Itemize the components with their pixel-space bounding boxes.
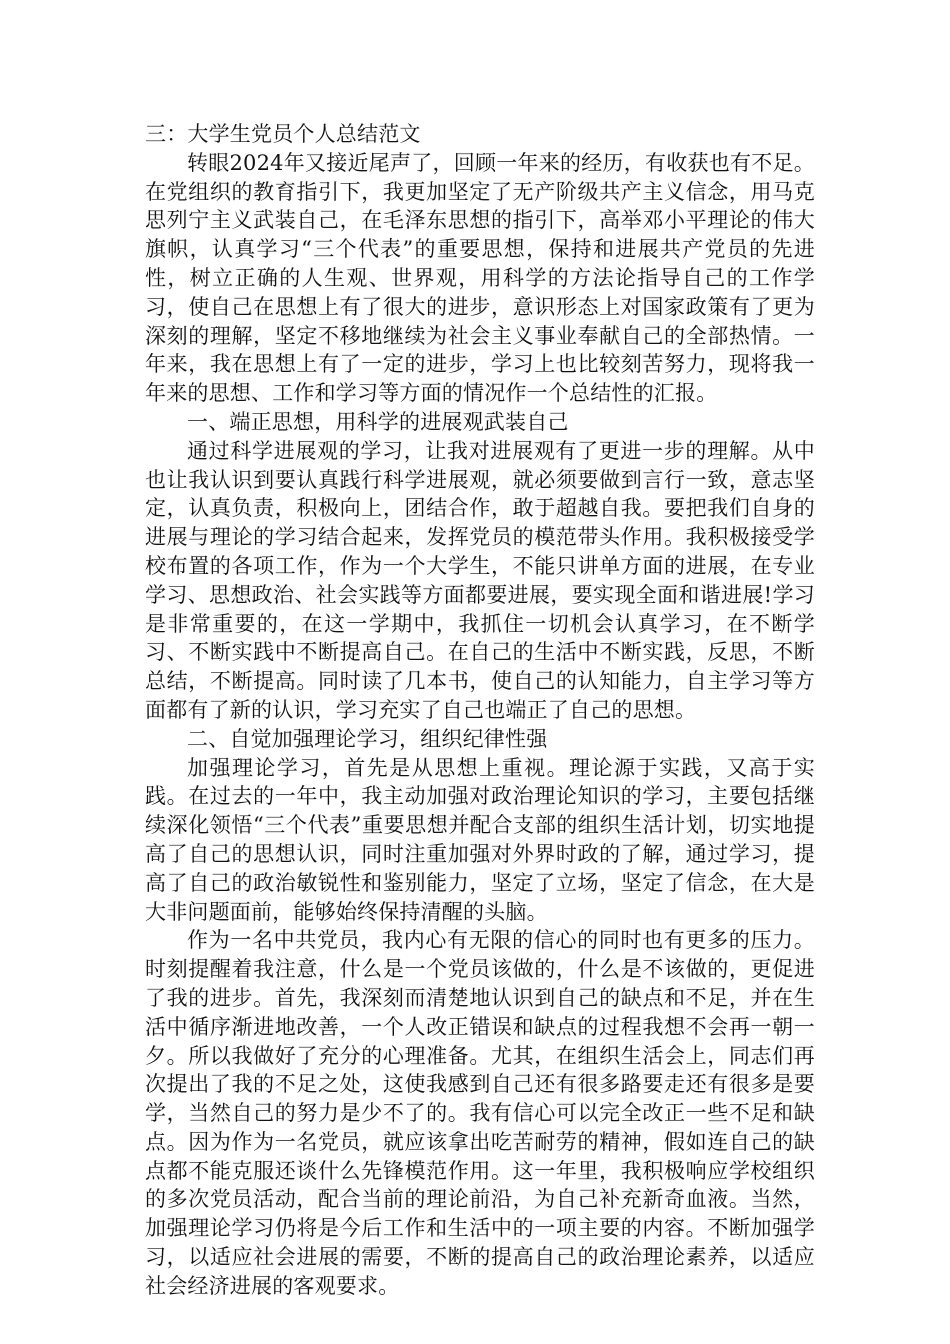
- body-paragraph-section-2b: 作为一名中共党员，我内心有无限的信心的同时也有更多的压力。时刻提醒着我注意，什么是一个党员该做的，什么是不该做的，更促进了我的进步。首先，我深刻而清楚地认识到自己的缺点和不足，并在生活中循序渐进地改善，一个人改正错误和缺点的过程我想不会再一朝一夕。所以我做好了充分的心理准备。尤其，在组织生活会上，同志们再次提出了我的不足之处，这使我感到自己还有很多路要走还有很多是要学，当然自己的努力是少不了的。我有信心可以完全改正一些不足和缺点。因为作为一名党员，就应该拿出吃苦耐劳的精神，假如连自己的缺点都不能克服还谈什么先锋模范作用。这一年里，我积极响应学校组织的多次党员活动，配合当前的理论前沿，为自己补充新奇血液。当然，加强理论学习仍将是今后工作和生活中的一项主要的内容。不断加强学习，以适应社会进展的需要，不断的提高自己的政治理论素养，以适应社会经济进展的客观要求。: [145, 928, 815, 1298]
- document-title: 三：大学生党员个人总结范文: [145, 122, 421, 146]
- body-paragraph-section-2a: 加强理论学习，首先是从思想上重视。理论源于实践，又高于实践。在过去的一年中，我主动加强对政治理论知识的学习，主要包括继续深化领悟“三个代表”重要思想并配合支部的组织生活计划，切实地提高了自己的思想认识，同时注重加强对外界时政的了解，通过学习，提高了自己的政治敏锐性和鉴别能力，坚定了立场，坚定了信念，在大是大非问题面前，能够始终保持清醒的头脑。: [145, 755, 815, 924]
- section-heading-1: 一、端正思想，用科学的进展观武装自己: [187, 409, 569, 434]
- document-body: [145, 120, 815, 1301]
- body-paragraph-intro: 转眼2024年又接近尾声了，回顾一年来的经历，有收获也有不足。在党组织的教育指引下，我更加坚定了无产阶级共产主义信念，用马克思列宁主义武装自己，在毛泽东思想的指引下，高举邓小平理论的伟大旗帜，认真学习“三个代表”的重要思想，保持和进展共产党员的先进性，树立正确的人生观、世界观，用科学的方法论指导自己的工作学习，使自己在思想上有了很大的进步，意识形态上对国家政策有了更为深刻的理解，坚定不移地继续为社会主义事业奉献自己的全部热情。一年来，我在思想上有了一定的进步，学习上也比较刻苦努力，现将我一年来的思想、工作和学习等方面的情况作一个总结性的汇报。: [145, 150, 815, 406]
- section-heading-2: 二、自觉加强理论学习，组织纪律性强: [187, 726, 548, 751]
- body-paragraph-section-1: 通过科学进展观的学习，让我对进展观有了更进一步的理解。从中也让我认识到要认真践行科学进展观，就必须要做到言行一致，意志坚定，认真负责，积极向上，团结合作，敢于超越自我。要把我们自身的进展与理论的学习结合起来，发挥党员的模范带头作用。我积极接受学校布置的各项工作，作为一个大学生，不能只讲单方面的进展，在专业学习、思想政治、社会实践等方面都要进展，要实现全面和谐进展!学习是非常重要的，在这一学期中，我抓住一切机会认真学习，在不断学习、不断实践中不断提高自己。在自己的生活中不断实践，反思，不断总结，不断提高。同时读了几本书，使自己的认知能力，自主学习等方面都有了新的认识，学习充实了自己也端正了自己的思想。: [145, 438, 815, 722]
